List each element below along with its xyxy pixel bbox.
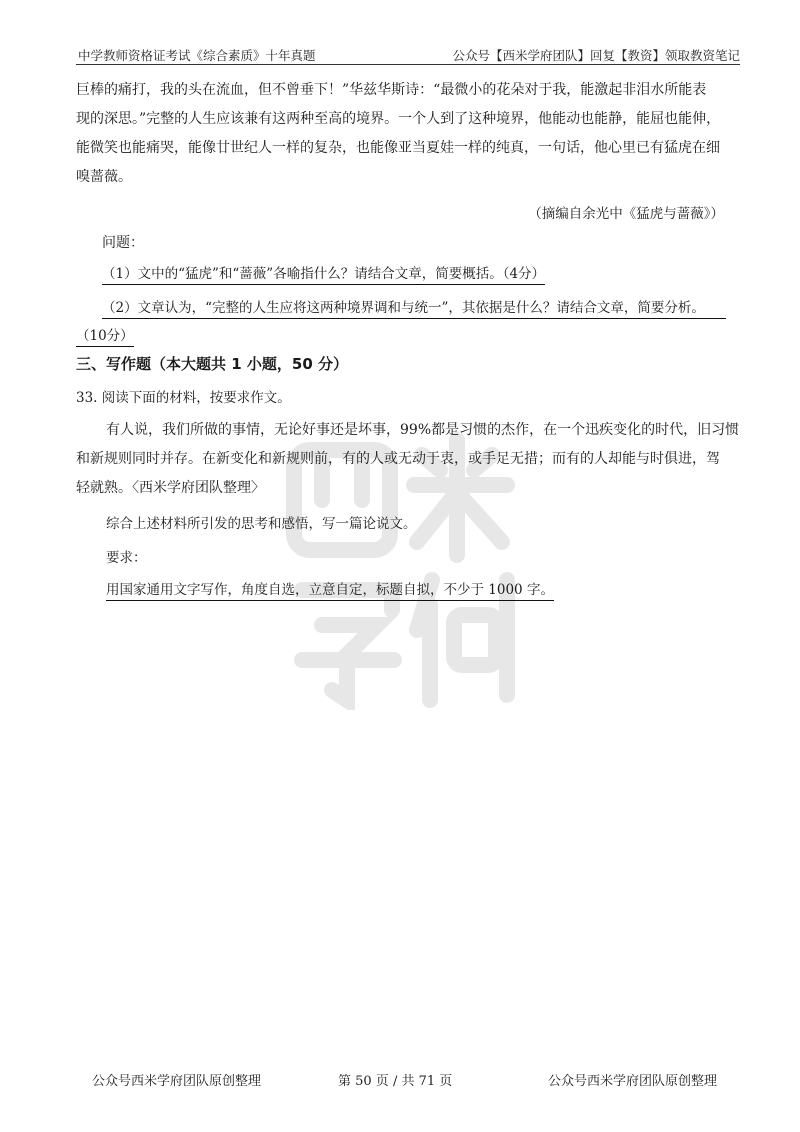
passage-source: （摘编自余光中《猛虎与蔷薇》）: [528, 206, 724, 222]
footer-left: 公众号西米学府团队原创整理: [92, 1074, 262, 1089]
footer-right: 公众号西米学府团队原创整理: [548, 1074, 718, 1089]
question-2: （2）文章认为，“完整的人生应将这两种境界调和与统一”，其依据是什么？请结合文章，简要分析。: [102, 296, 726, 319]
material-line: 有人说，我们所做的事情，无论好事还是坏事，99%都是习惯的杰作，在一个迅疾变化的时代，旧习惯: [106, 422, 740, 438]
question-1: （1）文中的“猛虎”和“蔷薇”各喻指什么？请结合文章，简要概括。（4分）: [102, 262, 545, 285]
requirements-text: 用国家通用文字写作，角度自选，立意自定，标题自拟，不少于 1000 字。: [106, 578, 554, 601]
section-title: 三、写作题（本大题共 1 小题，50 分）: [76, 355, 348, 373]
page-number: 第 50 页 / 共 71 页: [338, 1074, 453, 1089]
page-header: [76, 44, 740, 65]
passage-line: 现的深思。”完整的人生应该兼有这两种至高的境界。一个人到了这种境界，他能动也能静，能屈也能伸，: [76, 111, 721, 127]
passage-line: 嗅蔷薇。: [76, 169, 132, 185]
writing-task: 综合上述材料所引发的思考和感悟，写一篇论说文。: [106, 516, 417, 532]
questions-label: 问题：: [102, 235, 144, 251]
question-2-score: （10分）: [76, 324, 134, 347]
question-33: 33. 阅读下面的材料，按要求作文。: [76, 390, 291, 406]
material-line: 轻就熟。〈西米学府团队整理〉: [76, 480, 265, 496]
header-right-note: 公众号【西米学府团队】回复【教资】领取教资笔记: [452, 48, 740, 63]
header-left-title: 中学教师资格证考试《综合素质》十年真题: [78, 48, 316, 63]
passage-line: 巨棒的痛打，我的头在流血，但不曾垂下！”华兹华斯诗：“最微小的花朵对于我，能激起非泪水所能表: [76, 82, 707, 98]
passage-line: 能微笑也能痛哭，能像廿世纪人一样的复杂，也能像亚当夏娃一样的纯真，一句话，他心里已有猛虎在细: [76, 140, 720, 156]
material-line: 和新规则同时并存。在新变化和新规则前，有的人或无动于衷，或手足无措；而有的人却能与时俱进，驾: [76, 451, 720, 467]
passage: [76, 76, 728, 192]
writing-material: [76, 416, 740, 503]
requirements-label: 要求：: [106, 550, 147, 566]
